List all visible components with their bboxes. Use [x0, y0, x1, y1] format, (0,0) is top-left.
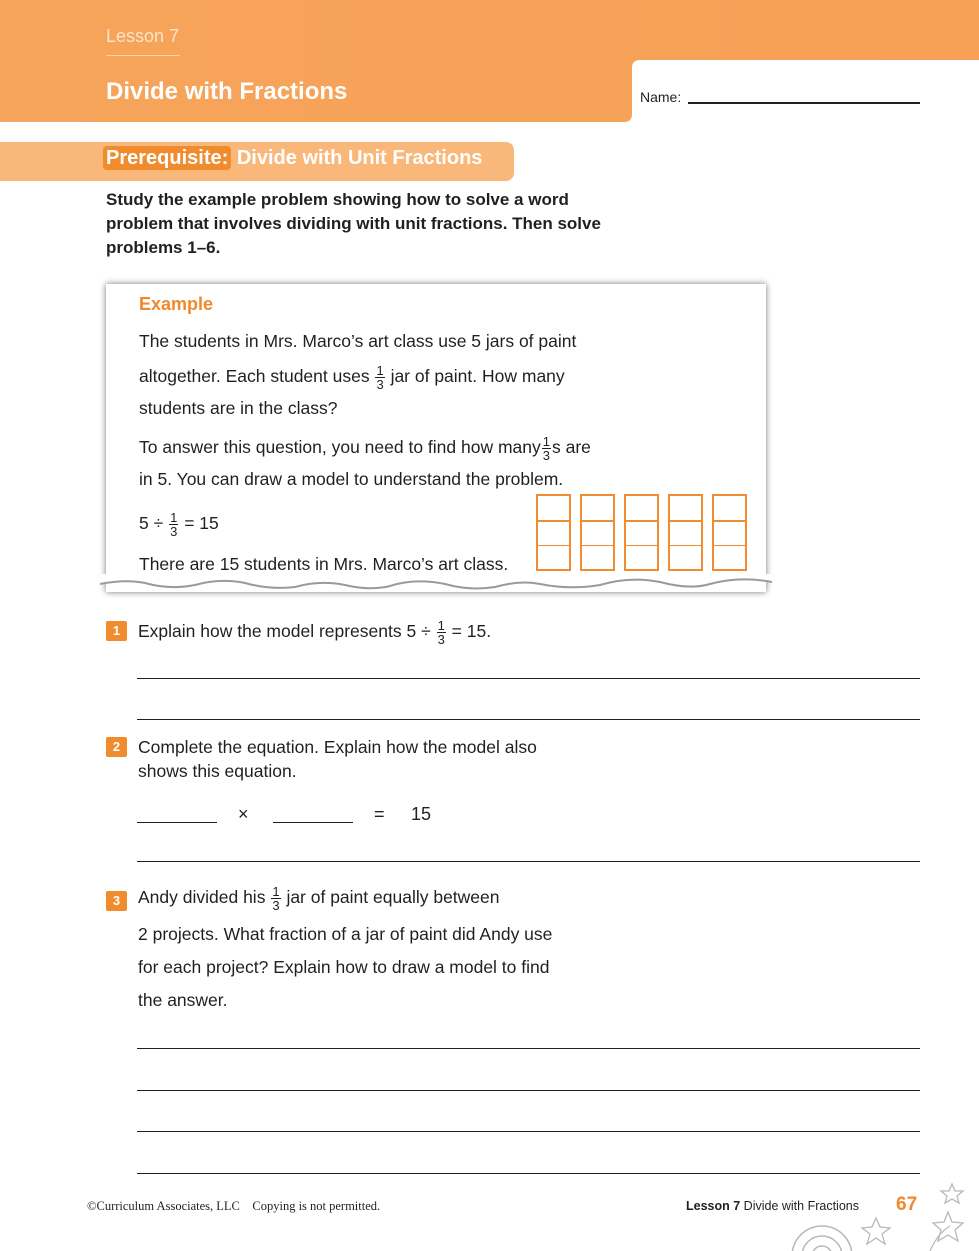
prerequisite-tab [0, 142, 514, 181]
answer-line[interactable] [137, 678, 920, 679]
jar-divider [626, 545, 657, 547]
jar-rectangle [580, 494, 615, 571]
lesson-label: Lesson 7 [106, 26, 180, 46]
jar-divider [714, 545, 745, 547]
jar-divider [670, 520, 701, 522]
problem-number: 1 [106, 621, 127, 641]
page-number: 67 [896, 1194, 918, 1215]
equation-blank[interactable] [273, 822, 353, 823]
problem-text-part: Explain how the model represents 5 ÷ [138, 621, 431, 642]
prerequisite-heading [103, 147, 482, 170]
lesson-rule [106, 55, 180, 56]
fraction-one-third: $\frac{1}{3}$ [272, 884, 280, 913]
jar-divider [670, 545, 701, 547]
jar-rectangle [536, 494, 571, 571]
problem-text: for each project? Explain how to draw a model to find [138, 957, 550, 977]
example-heading: Example [139, 294, 214, 314]
problem-number: 3 [106, 891, 127, 911]
equation-blank[interactable] [137, 822, 217, 823]
problem-text: 2 projects. What fraction of a jar of paint did Andy use [138, 924, 553, 944]
jar-divider [582, 545, 613, 547]
copyright: ©Curriculum Associates, LLC Copying is not permitted. [87, 1199, 381, 1213]
instructions: Study the example problem showing how to solve a word problem that involves dividing with unit fractions. Then solve problems 1–6. [106, 190, 601, 257]
equals-sign: = [374, 804, 385, 824]
prerequisite-topic: Divide with Unit Fractions [236, 147, 483, 169]
jar-rectangle [624, 494, 659, 571]
equation-left: 5 ÷ [139, 513, 164, 534]
jar-divider [714, 520, 745, 522]
example-text: jar of paint. How many [390, 366, 565, 387]
example-line [139, 435, 591, 462]
jar-rectangle [712, 494, 747, 571]
times-sign: × [238, 804, 249, 824]
problem-text-part: Andy divided his [138, 887, 266, 908]
example-text: altogether. Each student uses [139, 366, 370, 387]
problem-number: 2 [106, 737, 127, 757]
example-line: students are in the class? [139, 398, 338, 418]
example-conclusion: There are 15 students in Mrs. Marco’s art class. [139, 554, 509, 574]
example-line: The students in Mrs. Marco’s art class use 5 jars of paint [139, 331, 577, 351]
jar-divider [626, 520, 657, 522]
jar-divider [538, 545, 569, 547]
answer-line[interactable] [137, 719, 920, 720]
name-label: Name: [640, 89, 682, 105]
jar-divider [582, 520, 613, 522]
answer-line[interactable] [137, 1173, 920, 1174]
example-equation [139, 511, 219, 538]
problem-text: shows this equation. [138, 761, 297, 781]
fraction-one-third: $\frac{1}{3}$ [170, 510, 178, 539]
footer-lesson-title: Divide with Fractions [743, 1199, 859, 1213]
name-field[interactable] [688, 102, 920, 104]
example-card [106, 284, 766, 592]
torn-edge [100, 574, 772, 598]
star-swirl-icon [780, 1178, 979, 1251]
problem-text [138, 619, 491, 646]
answer-line[interactable] [137, 1090, 920, 1091]
fraction-one-third: $\frac{1}{3}$ [542, 434, 550, 463]
example-text: s are [552, 437, 591, 458]
example-line: in 5. You can draw a model to understand the problem. [139, 469, 564, 489]
fraction-one-third: $\frac{1}{3}$ [376, 363, 384, 392]
answer-line[interactable] [137, 1131, 920, 1132]
prerequisite-label: Prerequisite: [103, 146, 231, 170]
problem-text: Complete the equation. Explain how the model also [138, 737, 537, 757]
problem-text: the answer. [138, 990, 228, 1010]
problem-text-part: = 15. [451, 621, 492, 642]
footer-lesson-number: Lesson 7 [686, 1199, 741, 1213]
equation-right: = 15 [184, 513, 219, 534]
page-title: Divide with Fractions [106, 78, 348, 105]
jar-divider [538, 520, 569, 522]
jar-rectangle [668, 494, 703, 571]
example-line [139, 364, 565, 391]
fraction-one-third: $\frac{1}{3}$ [437, 618, 445, 647]
problem-text-part: jar of paint equally between [286, 887, 500, 908]
answer-line[interactable] [137, 1048, 920, 1049]
answer-line[interactable] [137, 861, 920, 862]
problem-text [138, 885, 500, 912]
equation-result: 15 [411, 804, 432, 824]
example-text: To answer this question, you need to find how many [139, 437, 541, 458]
